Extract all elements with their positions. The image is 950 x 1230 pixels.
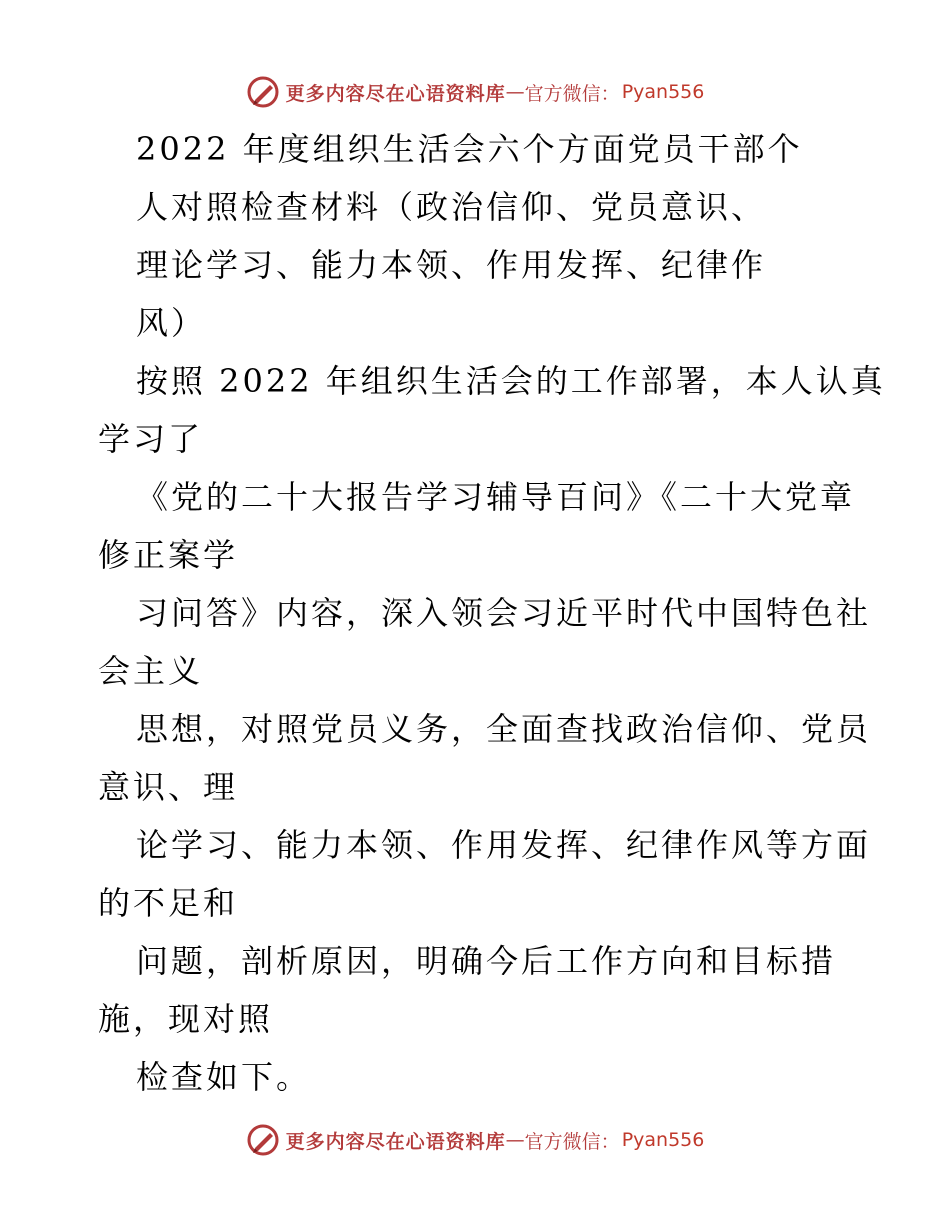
header-banner <box>0 72 950 112</box>
title-line: 2022 年度组织生活会六个方面党员干部个 <box>136 130 803 168</box>
banner-wechat-id: Pyan556 <box>621 81 705 103</box>
body-line: 《党的二十大报告学习辅导百问》《二十大党章 <box>136 478 856 516</box>
title-line: 风） <box>136 304 207 342</box>
body-line: 施，现对照 <box>98 1000 274 1038</box>
banner-brand-text: 更多内容尽在心语资料库 <box>285 82 506 105</box>
body-line: 修正案学 <box>98 536 239 574</box>
pen-logo-icon <box>246 1123 280 1157</box>
title-line: 人对照检查材料（政治信仰、党员意识、 <box>136 188 767 226</box>
banner-wechat-label: 官方微信： <box>524 1130 620 1153</box>
banner-brand-text: 更多内容尽在心语资料库 <box>285 1130 506 1153</box>
body-line: 检查如下。 <box>136 1058 312 1096</box>
banner-separator: — <box>505 1129 525 1151</box>
body-line: 习问答》内容，深入领会习近平时代中国特色社 <box>136 594 872 632</box>
body-line: 意识、理 <box>98 768 239 806</box>
document-body <box>98 120 886 1106</box>
body-line: 论学习、能力本领、作用发挥、纪律作风等方面 <box>136 826 872 864</box>
body-line: 问题，剖析原因，明确今后工作方向和目标措 <box>136 942 837 980</box>
body-line: 的不足和 <box>98 884 239 922</box>
body-line: 思想，对照党员义务，全面查找政治信仰、党员 <box>136 710 872 748</box>
pen-logo-icon <box>246 75 280 109</box>
body-line: 按照 2022 年组织生活会的工作部署，本人认真 <box>136 362 886 400</box>
body-line: 会主义 <box>98 652 204 690</box>
banner-separator: — <box>505 81 525 103</box>
footer-banner <box>0 1120 950 1160</box>
body-line: 学习了 <box>98 420 204 458</box>
title-line: 理论学习、能力本领、作用发挥、纪律作 <box>136 246 767 284</box>
banner-wechat-label: 官方微信： <box>524 82 620 105</box>
banner-wechat-id: Pyan556 <box>621 1129 705 1151</box>
